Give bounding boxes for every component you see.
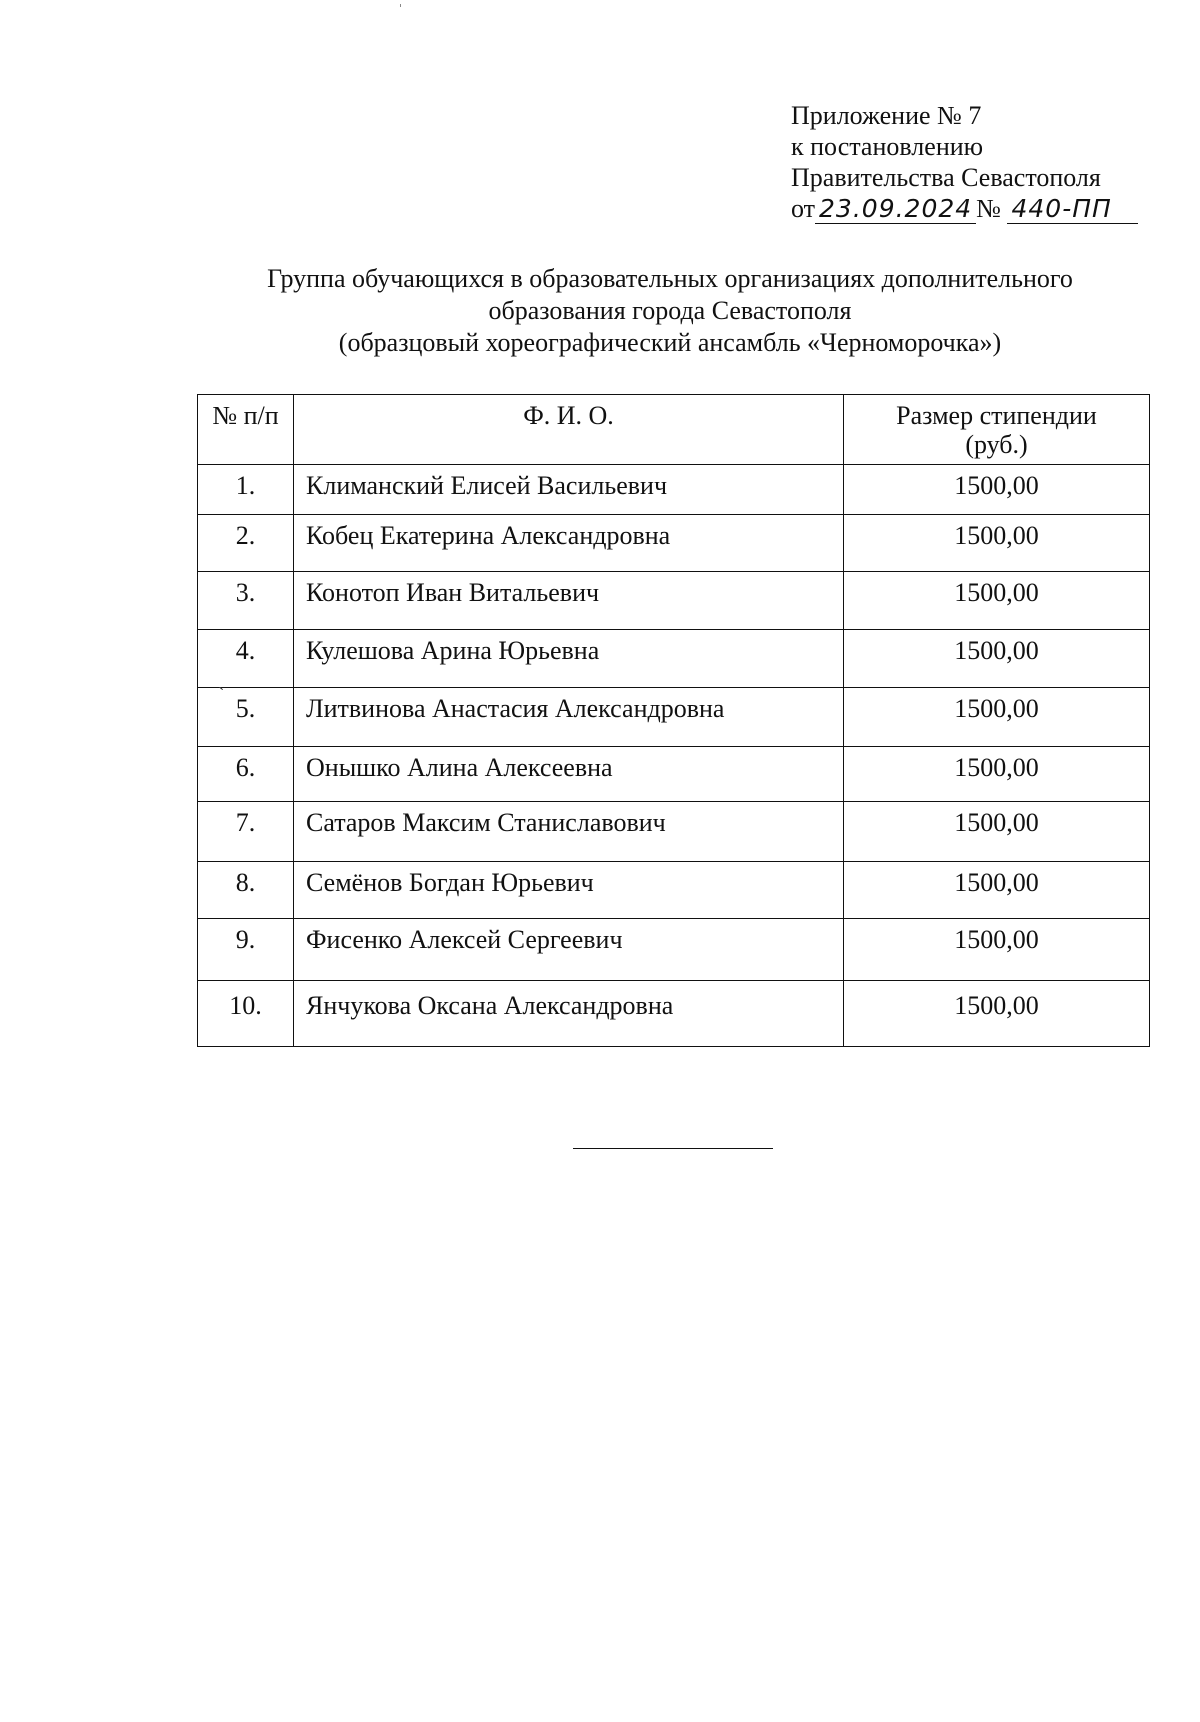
row-sum: 1500,00 — [844, 862, 1150, 919]
row-name: Онышко Алина Алексеевна — [294, 747, 844, 802]
date-prefix: от — [791, 194, 816, 223]
table-row — [198, 862, 1150, 919]
appendix-date-number — [791, 193, 1138, 224]
row-num: 3. — [198, 572, 294, 630]
table-row — [198, 630, 1150, 688]
table-row — [198, 688, 1150, 747]
table-row — [198, 572, 1150, 630]
row-sum: 1500,00 — [844, 802, 1150, 862]
row-name: Литвинова Анастасия Александровна — [294, 688, 844, 747]
table-header-row — [198, 395, 1150, 465]
end-of-document-rule — [573, 1148, 773, 1149]
row-sum: 1500,00 — [844, 688, 1150, 747]
header-sum-line-1: Размер стипендии — [896, 401, 1097, 430]
row-num: 7. — [198, 802, 294, 862]
row-num-text: ` 5. — [236, 694, 256, 723]
row-name: Конотоп Иван Витальевич — [294, 572, 844, 630]
title-line-2: образования города Севастополя — [488, 296, 852, 325]
appendix-to-resolution: к постановлению — [791, 132, 984, 161]
row-num: 4. — [198, 630, 294, 688]
table-row — [198, 981, 1150, 1047]
row-num: 10. — [198, 981, 294, 1047]
row-num: 9. — [198, 919, 294, 981]
appendix-number: Приложение № 7 — [791, 101, 982, 130]
row-num — [198, 688, 294, 747]
scan-speck — [400, 4, 401, 7]
table-row — [198, 465, 1150, 515]
header-name: Ф. И. О. — [294, 395, 844, 465]
row-sum: 1500,00 — [844, 572, 1150, 630]
appendix-issuer: Правительства Севастополя — [791, 163, 1101, 192]
table-row — [198, 919, 1150, 981]
document-title — [150, 263, 1190, 359]
row-name: Янчукова Оксана Александровна — [294, 981, 844, 1047]
row-name: Фисенко Алексей Сергеевич — [294, 919, 844, 981]
row-num: 2. — [198, 515, 294, 572]
row-sum: 1500,00 — [844, 919, 1150, 981]
row-name: Семёнов Богдан Юрьевич — [294, 862, 844, 919]
row-name: Климанский Елисей Васильевич — [294, 465, 844, 515]
table-row — [198, 747, 1150, 802]
row-num: 6. — [198, 747, 294, 802]
title-line-1: Группа обучающихся в образовательных организациях дополнительного — [267, 264, 1073, 293]
title-line-3: (образцовый хореографический ансамбль «Черноморочка») — [338, 328, 1002, 357]
row-sum: 1500,00 — [844, 981, 1150, 1047]
row-name: Кулешова Арина Юрьевна — [294, 630, 844, 688]
scholarship-table — [197, 394, 1150, 1047]
table-row — [198, 515, 1150, 572]
row-name: Сатаров Максим Станиславович — [294, 802, 844, 862]
header-sum-line-2: (руб.) — [965, 430, 1028, 459]
row-name: Кобец Екатерина Александровна — [294, 515, 844, 572]
approval-block — [791, 100, 1138, 224]
row-sum: 1500,00 — [844, 515, 1150, 572]
table-row — [198, 802, 1150, 862]
row-sum: 1500,00 — [844, 630, 1150, 688]
header-num: № п/п — [198, 395, 294, 465]
row-sum: 1500,00 — [844, 465, 1150, 515]
header-sum — [844, 395, 1150, 465]
number-sign: № — [976, 194, 1001, 223]
handwritten-number: 440-ПП — [1007, 196, 1137, 224]
row-sum: 1500,00 — [844, 747, 1150, 802]
row-num: 1. — [198, 465, 294, 515]
handwritten-date: 23.09.2024 — [815, 196, 976, 224]
row-num: 8. — [198, 862, 294, 919]
